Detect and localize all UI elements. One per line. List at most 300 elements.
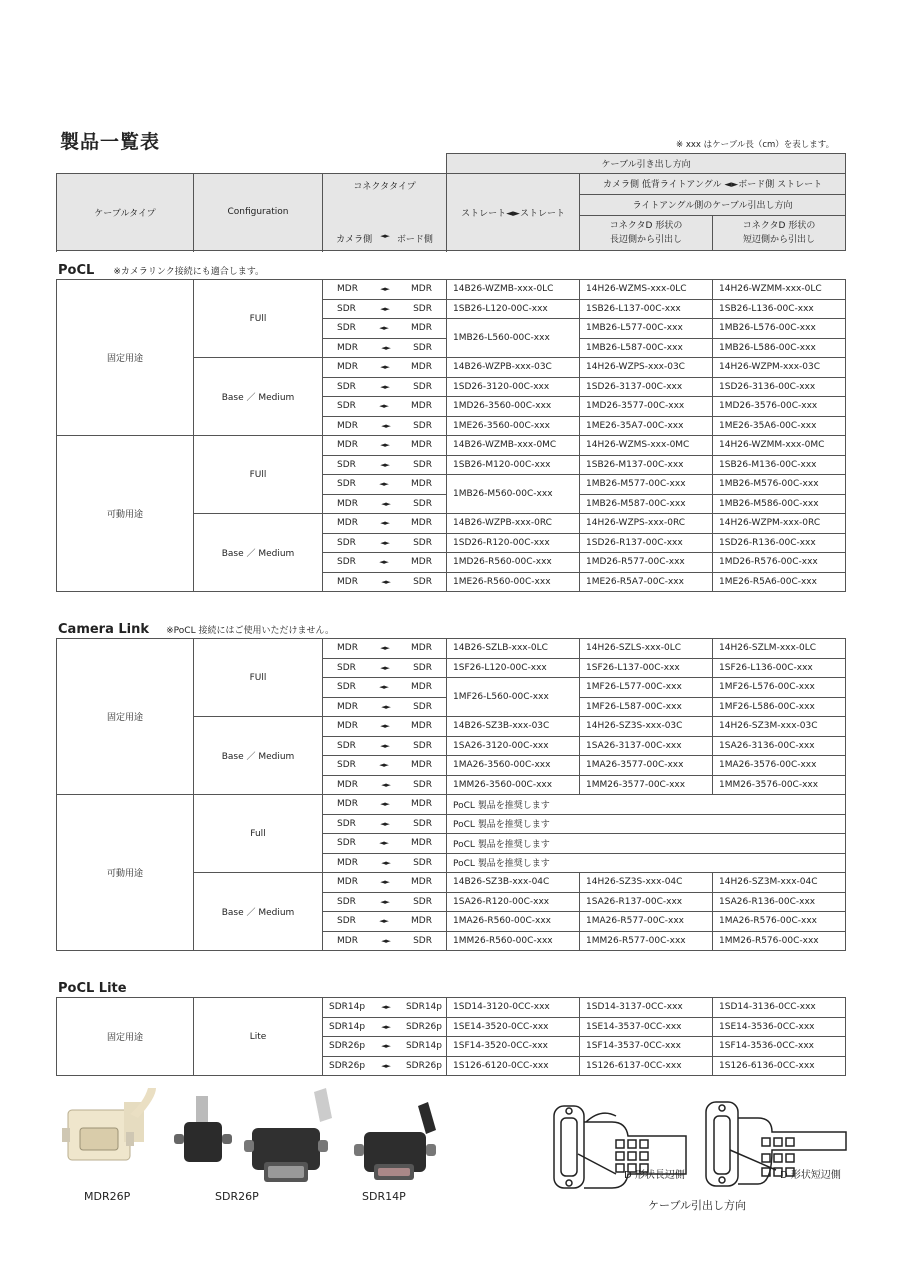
recommendation-cell: PoCL 製品を推奨します xyxy=(447,814,846,834)
part-number-short-side: 1SA26-3136-00C-xxx xyxy=(713,736,846,756)
arrow-icon: ◄► xyxy=(379,839,388,848)
camera-connector: SDR xyxy=(337,760,356,771)
part-number-long-side: 1SB26-L137-00C-xxx xyxy=(580,299,713,319)
arrow-icon: ◄► xyxy=(380,663,389,672)
part-number-long-side: 14H26-WZMS-xxx-0MC xyxy=(580,436,713,456)
configuration-cell: Base ／ Medium xyxy=(194,717,323,795)
part-number-short-side: 1S126-6136-0CC-xxx xyxy=(713,1056,846,1076)
section-pocl-title-wrap xyxy=(58,259,264,278)
cable-type-cell: 固定用途 xyxy=(57,280,194,436)
part-number-straight: 1SF26-L120-00C-xxx xyxy=(447,658,580,678)
board-connector: SDR14p xyxy=(405,1041,442,1052)
part-number-short-side: 1MB26-L586-00C-xxx xyxy=(713,338,846,358)
camera-connector: SDR xyxy=(337,838,356,849)
connector-type-label: コネクタタイプ xyxy=(353,182,416,192)
connector-type-header xyxy=(323,174,447,251)
arrow-icon: ◄► xyxy=(379,761,388,770)
part-number-straight: 1SA26-R120-00C-xxx xyxy=(447,892,580,912)
board-connector: MDR xyxy=(411,518,432,529)
camera-connector: SDR26p xyxy=(329,1060,366,1071)
part-number-straight: 1SB26-M120-00C-xxx xyxy=(447,455,580,475)
short-side-line2: 短辺側から引出し xyxy=(743,234,816,245)
part-number-straight: 1MB26-M560-00C-xxx xyxy=(447,475,580,514)
connector-cell xyxy=(323,377,447,397)
part-number-straight: 1MM26-3560-00C-xxx xyxy=(447,775,580,795)
part-number-long-side: 1MB26-L577-00C-xxx xyxy=(580,319,713,339)
part-number-long-side: 1MA26-3577-00C-xxx xyxy=(580,756,713,776)
straight-header: ストレート◄►ストレート xyxy=(447,174,580,251)
right-angle-direction-header: ライトアングル側のケーブル引出し方向 xyxy=(580,194,846,215)
arrow-icon: ◄► xyxy=(380,519,389,528)
arrow-icon: ◄► xyxy=(380,382,389,391)
long-side-header xyxy=(580,215,713,250)
connector-cell xyxy=(323,475,447,495)
part-number-long-side: 1MM26-R577-00C-xxx xyxy=(580,931,713,951)
part-number-short-side: 1SA26-R136-00C-xxx xyxy=(713,892,846,912)
board-side-label: ボード側 xyxy=(396,235,433,245)
part-number-long-side: 1SD26-R137-00C-xxx xyxy=(580,533,713,553)
connector-cell xyxy=(323,319,447,339)
part-number-straight: 1SF14-3520-0CC-xxx xyxy=(447,1037,580,1057)
arrow-icon: ◄► xyxy=(379,917,388,926)
connector-cell xyxy=(323,533,447,553)
connector-cell xyxy=(323,1056,447,1076)
connector-cell xyxy=(323,397,447,417)
arrow-icon: ◄► xyxy=(381,858,390,867)
camera-connector: SDR xyxy=(337,916,356,927)
cable-type-cell: 可動用途 xyxy=(57,436,194,592)
board-connector: SDR xyxy=(413,896,432,907)
part-number-straight: 14B26-WZPB-xxx-03C xyxy=(447,358,580,378)
part-number-straight: 14B26-WZMB-xxx-0MC xyxy=(447,436,580,456)
part-number-short-side: 1SB26-M136-00C-xxx xyxy=(713,455,846,475)
connector-cell xyxy=(323,678,447,698)
part-number-short-side: 14H26-WZPM-xxx-03C xyxy=(713,358,846,378)
camera-connector: SDR xyxy=(337,323,356,334)
part-number-long-side: 14H26-WZMS-xxx-0LC xyxy=(580,280,713,300)
connector-cell xyxy=(323,1017,447,1037)
arrow-icon: ◄► xyxy=(381,780,390,789)
board-connector: SDR xyxy=(413,498,432,509)
cable-length-note: ※ xxx はケーブル長（cm）を表します。 xyxy=(676,140,835,150)
connector-cell xyxy=(323,795,447,815)
section-cameralink-title-wrap xyxy=(58,618,334,637)
connector-cell xyxy=(323,775,447,795)
camera-connector: SDR xyxy=(337,740,356,751)
part-number-straight: 14B26-SZ3B-xxx-03C xyxy=(447,717,580,737)
table-row xyxy=(57,639,846,659)
arrow-icon: ◄► xyxy=(381,577,390,586)
connector-cell xyxy=(323,338,447,358)
camera-connector: SDR xyxy=(337,537,356,548)
camera-connector: MDR xyxy=(337,721,358,732)
board-connector: SDR26p xyxy=(405,1060,442,1071)
arrow-icon: ◄► xyxy=(380,285,389,294)
section-title: PoCL xyxy=(58,263,95,278)
arrow-icon: ◄► xyxy=(379,324,388,333)
camera-side-label: カメラ側 xyxy=(336,235,373,245)
part-number-short-side: 1MF26-L576-00C-xxx xyxy=(713,678,846,698)
board-connector: SDR xyxy=(413,303,432,314)
camera-connector: MDR xyxy=(337,284,358,295)
board-connector: SDR xyxy=(413,381,432,392)
arrow-icon: ◄► xyxy=(381,1042,390,1051)
table-row xyxy=(57,280,846,300)
configuration-cell: FUll xyxy=(194,280,323,358)
part-number-short-side: 1SD14-3136-0CC-xxx xyxy=(713,998,846,1018)
arrow-icon: ◄► xyxy=(380,232,389,240)
camera-connector: MDR xyxy=(337,498,358,509)
arrow-icon: ◄► xyxy=(381,421,390,430)
part-number-short-side: 14H26-WZMM-xxx-0MC xyxy=(713,436,846,456)
configuration-cell: Base ／ Medium xyxy=(194,514,323,592)
connector-cell xyxy=(323,639,447,659)
part-number-short-side: 1SE14-3536-0CC-xxx xyxy=(713,1017,846,1037)
arrow-icon: ◄► xyxy=(381,1003,390,1012)
part-number-short-side: 1SF14-3536-0CC-xxx xyxy=(713,1037,846,1057)
arrow-icon: ◄► xyxy=(381,1022,390,1031)
part-number-straight: 14B26-WZMB-xxx-0LC xyxy=(447,280,580,300)
connector-cell xyxy=(323,717,447,737)
camera-connector: MDR xyxy=(337,877,358,888)
part-number-short-side: 14H26-SZ3M-xxx-04C xyxy=(713,873,846,893)
cable-type-cell: 固定用途 xyxy=(57,639,194,795)
arrow-icon: ◄► xyxy=(381,936,390,945)
table-row xyxy=(57,436,846,456)
part-number-straight: 1MA26-R560-00C-xxx xyxy=(447,912,580,932)
short-side-header xyxy=(713,215,846,250)
arrow-icon: ◄► xyxy=(381,702,390,711)
connector-cell xyxy=(323,853,447,873)
part-number-short-side: 1MD26-R576-00C-xxx xyxy=(713,553,846,573)
part-number-straight: 1SD26-3120-00C-xxx xyxy=(447,377,580,397)
connector-cell xyxy=(323,873,447,893)
arrow-icon: ◄► xyxy=(379,480,388,489)
arrow-icon: ◄► xyxy=(380,741,389,750)
part-number-short-side: 1MA26-R576-00C-xxx xyxy=(713,912,846,932)
camera-connector: MDR xyxy=(337,518,358,529)
connector-cell xyxy=(323,358,447,378)
part-number-long-side: 1SF26-L137-00C-xxx xyxy=(580,658,713,678)
board-connector: SDR26p xyxy=(405,1021,442,1032)
sdr14p-label: SDR14P xyxy=(362,1190,406,1203)
part-number-long-side: 1MA26-R577-00C-xxx xyxy=(580,912,713,932)
connector-cell xyxy=(323,998,447,1018)
camera-connector: SDR xyxy=(337,381,356,392)
part-number-long-side: 1MB26-L587-00C-xxx xyxy=(580,338,713,358)
arrow-icon: ◄► xyxy=(380,644,389,653)
configuration-header: Configuration xyxy=(194,174,323,251)
board-connector: MDR xyxy=(411,916,432,927)
part-number-short-side: 1MB26-M586-00C-xxx xyxy=(713,494,846,514)
connector-cell xyxy=(323,416,447,436)
configuration-cell: Base ／ Medium xyxy=(194,358,323,436)
board-connector: SDR xyxy=(413,537,432,548)
camera-connector: SDR xyxy=(337,818,356,829)
part-number-straight: 1SD26-R120-00C-xxx xyxy=(447,533,580,553)
part-number-short-side: 1ME26-R5A6-00C-xxx xyxy=(713,572,846,592)
part-number-long-side: 14H26-WZPS-xxx-0RC xyxy=(580,514,713,534)
board-connector: MDR xyxy=(411,284,432,295)
product-table xyxy=(56,997,846,1076)
part-number-straight: 14B26-WZPB-xxx-0RC xyxy=(447,514,580,534)
cable-type-cell: 可動用途 xyxy=(57,795,194,951)
camera-connector: MDR xyxy=(337,935,358,946)
board-connector: SDR14p xyxy=(405,1002,442,1013)
connector-cell xyxy=(323,697,447,717)
connector-cell xyxy=(323,436,447,456)
arrow-icon: ◄► xyxy=(381,499,390,508)
arrow-icon: ◄► xyxy=(380,460,389,469)
part-number-straight: 1S126-6120-0CC-xxx xyxy=(447,1056,580,1076)
part-number-long-side: 14H26-SZLS-xxx-0LC xyxy=(580,639,713,659)
camera-connector: MDR xyxy=(337,643,358,654)
part-number-long-side: 1MD26-R577-00C-xxx xyxy=(580,553,713,573)
product-table xyxy=(56,638,846,951)
camera-connector: MDR xyxy=(337,701,358,712)
arrow-icon: ◄► xyxy=(381,343,390,352)
part-number-short-side: 1MM26-R576-00C-xxx xyxy=(713,931,846,951)
part-number-straight: 14B26-SZLB-xxx-0LC xyxy=(447,639,580,659)
cable-type-cell: 固定用途 xyxy=(57,998,194,1076)
d-short-label: D 形状短辺側 xyxy=(780,1170,841,1181)
section-title: PoCL Lite xyxy=(58,981,127,996)
part-number-straight: 1SA26-3120-00C-xxx xyxy=(447,736,580,756)
part-number-long-side: 14H26-SZ3S-xxx-03C xyxy=(580,717,713,737)
arrow-icon: ◄► xyxy=(379,683,388,692)
connector-cell xyxy=(323,834,447,854)
board-connector: SDR xyxy=(413,342,432,353)
camera-angle-header: カメラ側 低背ライトアングル ◄►ボード側 ストレート xyxy=(580,174,846,195)
board-connector: MDR xyxy=(411,643,432,654)
part-number-straight: 1ME26-R560-00C-xxx xyxy=(447,572,580,592)
connector-cell xyxy=(323,814,447,834)
board-connector: MDR xyxy=(411,721,432,732)
part-number-long-side: 1SA26-R137-00C-xxx xyxy=(580,892,713,912)
part-number-long-side: 1SD26-3137-00C-xxx xyxy=(580,377,713,397)
board-connector: SDR xyxy=(413,662,432,673)
part-number-long-side: 14H26-WZPS-xxx-03C xyxy=(580,358,713,378)
part-number-straight: 1SE14-3520-0CC-xxx xyxy=(447,1017,580,1037)
arrow-icon: ◄► xyxy=(380,819,389,828)
part-number-straight: 1MF26-L560-00C-xxx xyxy=(447,678,580,717)
part-number-straight: 1SB26-L120-00C-xxx xyxy=(447,299,580,319)
part-number-long-side: 1MF26-L587-00C-xxx xyxy=(580,697,713,717)
arrow-icon: ◄► xyxy=(380,878,389,887)
recommendation-cell: PoCL 製品を推奨します xyxy=(447,795,846,815)
part-number-long-side: 1S126-6137-0CC-xxx xyxy=(580,1056,713,1076)
recommendation-cell: PoCL 製品を推奨します xyxy=(447,853,846,873)
recommendation-cell: PoCL 製品を推奨します xyxy=(447,834,846,854)
arrow-icon: ◄► xyxy=(380,538,389,547)
board-connector: MDR xyxy=(411,440,432,451)
connector-cell xyxy=(323,572,447,592)
part-number-long-side: 14H26-SZ3S-xxx-04C xyxy=(580,873,713,893)
sdr26p-label: SDR26P xyxy=(215,1190,259,1203)
part-number-short-side: 1SD26-3136-00C-xxx xyxy=(713,377,846,397)
direction-caption: ケーブル引出し方向 xyxy=(648,1199,747,1212)
product-table xyxy=(56,279,846,592)
board-connector: SDR xyxy=(413,576,432,587)
short-side-line1: コネクタD 形状の xyxy=(742,220,816,231)
table-row xyxy=(57,795,846,815)
connector-cell xyxy=(323,931,447,951)
configuration-cell: FUll xyxy=(194,639,323,717)
camera-connector: MDR xyxy=(337,857,358,868)
part-number-long-side: 1MD26-3577-00C-xxx xyxy=(580,397,713,417)
arrow-icon: ◄► xyxy=(380,304,389,313)
camera-connector: SDR xyxy=(337,303,356,314)
part-number-straight: 1MB26-L560-00C-xxx xyxy=(447,319,580,358)
board-connector: SDR xyxy=(413,701,432,712)
arrow-icon: ◄► xyxy=(379,558,388,567)
camera-connector: SDR14p xyxy=(329,1002,366,1013)
connector-cell xyxy=(323,514,447,534)
part-number-straight: 1SD14-3120-0CC-xxx xyxy=(447,998,580,1018)
part-number-short-side: 1SB26-L136-00C-xxx xyxy=(713,299,846,319)
arrow-icon: ◄► xyxy=(380,441,389,450)
connector-cell xyxy=(323,455,447,475)
part-number-straight: 1MD26-R560-00C-xxx xyxy=(447,553,580,573)
arrow-icon: ◄► xyxy=(380,897,389,906)
header-table xyxy=(56,153,846,251)
camera-connector: SDR xyxy=(337,557,356,568)
connector-cell xyxy=(323,494,447,514)
camera-connector: MDR xyxy=(337,799,358,810)
board-connector: MDR xyxy=(411,877,432,888)
part-number-straight: 1ME26-3560-00C-xxx xyxy=(447,416,580,436)
part-number-short-side: 1SF26-L136-00C-xxx xyxy=(713,658,846,678)
section-note: ※PoCL 接続にはご使用いただけません。 xyxy=(166,626,334,636)
part-number-short-side: 14H26-WZMM-xxx-0LC xyxy=(713,280,846,300)
part-number-short-side: 14H26-SZ3M-xxx-03C xyxy=(713,717,846,737)
part-number-long-side: 1MM26-3577-00C-xxx xyxy=(580,775,713,795)
connector-cell xyxy=(323,1037,447,1057)
camera-connector: SDR xyxy=(337,459,356,470)
board-connector: SDR xyxy=(413,935,432,946)
camera-connector: SDR14p xyxy=(329,1021,366,1032)
part-number-straight: 1MD26-3560-00C-xxx xyxy=(447,397,580,417)
arrow-icon: ◄► xyxy=(380,722,389,731)
camera-connector: SDR xyxy=(337,662,356,673)
board-connector: MDR xyxy=(411,323,432,334)
connector-cell xyxy=(323,280,447,300)
arrow-icon: ◄► xyxy=(380,363,389,372)
section-title: Camera Link xyxy=(58,622,150,637)
page-title: 製品一覧表 xyxy=(60,131,161,153)
table-row xyxy=(57,998,846,1018)
configuration-cell: FUll xyxy=(194,436,323,514)
part-number-long-side: 1SB26-M137-00C-xxx xyxy=(580,455,713,475)
configuration-cell: Base ／ Medium xyxy=(194,873,323,951)
cable-type-header: ケーブルタイプ xyxy=(57,174,194,251)
camera-connector: SDR xyxy=(337,682,356,693)
connector-cell xyxy=(323,756,447,776)
part-number-short-side: 14H26-WZPM-xxx-0RC xyxy=(713,514,846,534)
part-number-straight: 1MA26-3560-00C-xxx xyxy=(447,756,580,776)
part-number-short-side: 1MA26-3576-00C-xxx xyxy=(713,756,846,776)
mdr26p-image xyxy=(62,1088,156,1160)
camera-connector: MDR xyxy=(337,342,358,353)
direction-header: ケーブル引き出し方向 xyxy=(447,154,846,174)
long-side-line1: コネクタD 形状の xyxy=(609,220,683,231)
part-number-long-side: 1MB26-M587-00C-xxx xyxy=(580,494,713,514)
d-long-label: D 形状長辺側 xyxy=(624,1170,685,1181)
camera-connector: SDR xyxy=(337,479,356,490)
part-number-short-side: 1ME26-35A6-00C-xxx xyxy=(713,416,846,436)
configuration-cell: Lite xyxy=(194,998,323,1076)
board-connector: MDR xyxy=(411,362,432,373)
section-note: ※カメラリンク接続にも適合します。 xyxy=(113,267,265,277)
camera-connector: SDR26p xyxy=(329,1041,366,1052)
part-number-long-side: 1MB26-M577-00C-xxx xyxy=(580,475,713,495)
camera-connector: SDR xyxy=(337,401,356,412)
configuration-cell: Full xyxy=(194,795,323,873)
board-connector: MDR xyxy=(411,479,432,490)
connector-cell xyxy=(323,658,447,678)
board-connector: MDR xyxy=(411,401,432,412)
sdr14p-image xyxy=(354,1102,436,1180)
part-number-long-side: 1SA26-3137-00C-xxx xyxy=(580,736,713,756)
sdr26p-image xyxy=(174,1088,332,1182)
part-number-short-side: 1MB26-M576-00C-xxx xyxy=(713,475,846,495)
part-number-long-side: 1SD14-3137-0CC-xxx xyxy=(580,998,713,1018)
camera-connector: MDR xyxy=(337,576,358,587)
part-number-straight: 14B26-SZ3B-xxx-04C xyxy=(447,873,580,893)
arrow-icon: ◄► xyxy=(381,1061,390,1070)
part-number-long-side: 1SF14-3537-0CC-xxx xyxy=(580,1037,713,1057)
connector-cell xyxy=(323,553,447,573)
board-connector: SDR xyxy=(413,818,432,829)
camera-connector: MDR xyxy=(337,362,358,373)
connector-cell xyxy=(323,912,447,932)
part-number-short-side: 1MD26-3576-00C-xxx xyxy=(713,397,846,417)
part-number-short-side: 1MM26-3576-00C-xxx xyxy=(713,775,846,795)
board-connector: SDR xyxy=(413,740,432,751)
part-number-long-side: 1SE14-3537-0CC-xxx xyxy=(580,1017,713,1037)
board-connector: MDR xyxy=(411,799,432,810)
long-side-line2: 長辺側から引出し xyxy=(610,234,683,245)
camera-connector: MDR xyxy=(337,440,358,451)
camera-connector: SDR xyxy=(337,896,356,907)
camera-connector: MDR xyxy=(337,420,358,431)
camera-connector: MDR xyxy=(337,779,358,790)
part-number-long-side: 1MF26-L577-00C-xxx xyxy=(580,678,713,698)
part-number-short-side: 1MF26-L586-00C-xxx xyxy=(713,697,846,717)
board-connector: SDR xyxy=(413,779,432,790)
board-connector: MDR xyxy=(411,760,432,771)
board-connector: MDR xyxy=(411,557,432,568)
part-number-short-side: 1SD26-R136-00C-xxx xyxy=(713,533,846,553)
mdr26p-label: MDR26P xyxy=(84,1190,131,1203)
board-connector: MDR xyxy=(411,682,432,693)
connector-cell xyxy=(323,736,447,756)
part-number-short-side: 14H26-SZLM-xxx-0LC xyxy=(713,639,846,659)
part-number-long-side: 1ME26-35A7-00C-xxx xyxy=(580,416,713,436)
arrow-icon: ◄► xyxy=(380,800,389,809)
board-connector: SDR xyxy=(413,857,432,868)
part-number-short-side: 1MB26-L576-00C-xxx xyxy=(713,319,846,339)
connector-cell xyxy=(323,892,447,912)
section-pocllite-title-wrap xyxy=(58,977,127,996)
part-number-long-side: 1ME26-R5A7-00C-xxx xyxy=(580,572,713,592)
arrow-icon: ◄► xyxy=(379,402,388,411)
board-connector: SDR xyxy=(413,420,432,431)
board-connector: MDR xyxy=(411,838,432,849)
connector-cell xyxy=(323,299,447,319)
board-connector: SDR xyxy=(413,459,432,470)
part-number-straight: 1MM26-R560-00C-xxx xyxy=(447,931,580,951)
